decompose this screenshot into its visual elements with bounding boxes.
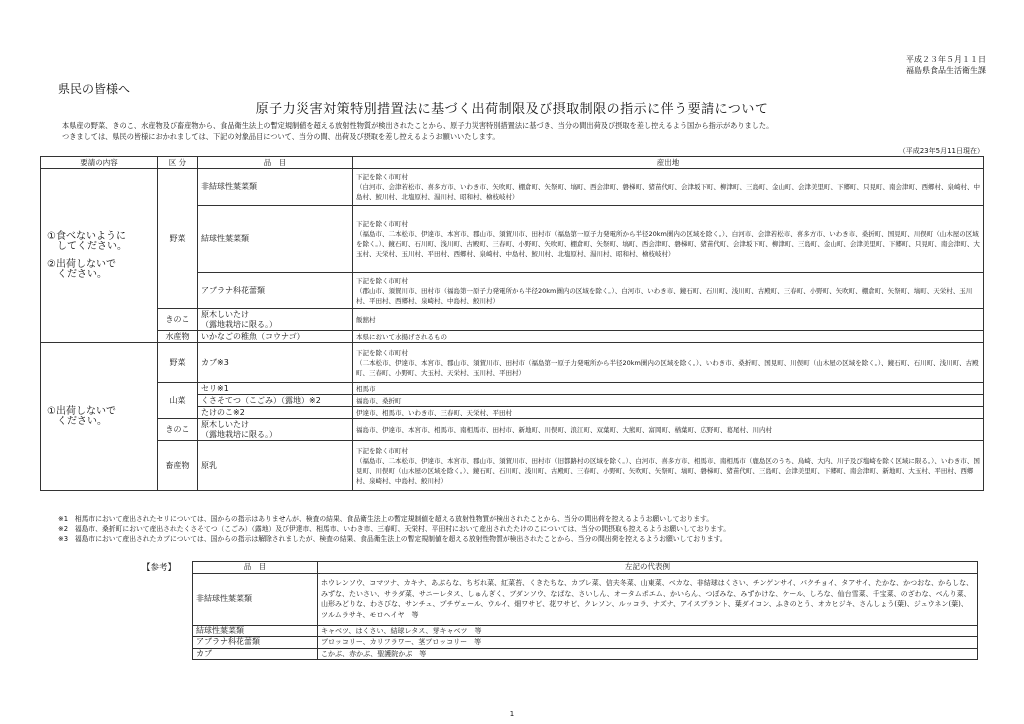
reference-header-examples: 左記の代表例 [318, 562, 978, 574]
area-cell: 下記を除く市町村 （二本松市、伊達市、本宮市、郡山市、須賀川市、田村市（福島第一原子力発電所から半径20km圏内の区域を除く。）、いわき市、桑折町、国見町、川俣町（山木屋の区域を除く。）、鏡石町、石川町、浅川町、古殿町、三春町、小野町、大玉村、天栄村、玉川村、平田村） [353, 343, 984, 383]
footnotes [58, 514, 988, 544]
table-row [41, 169, 984, 206]
reference-item: カブ [193, 648, 318, 660]
category-cell: きのこ [158, 309, 198, 331]
item-cell: セリ※1 [198, 383, 353, 395]
reference-examples: こかぶ、赤かぶ、聖護院かぶ 等 [318, 648, 978, 660]
area-cell: 福島市、桑折町 [353, 395, 984, 407]
header-area: 産出地 [353, 157, 984, 169]
item-cell: 結球性葉菜類 [198, 206, 353, 273]
item-cell: たけのこ※2 [198, 407, 353, 419]
intro-line: 本県産の野菜、きのこ、水産物及び畜産物から、食品衛生法上の暫定規制値を超える放射性物質が検出されたことから、原子力災害特別措置法に基づき、当分の間出荷及び摂取を差し控えるよう国から指示がありました。 [62, 121, 774, 130]
category-cell: 野菜 [158, 343, 198, 383]
area-cell: 伊達市、相馬市、いわき市、三春町、天栄村、平田村 [353, 407, 984, 419]
recipient: 県民の皆様へ [58, 82, 131, 96]
item-cell: くさそてつ（こごみ）（露地）※2 [198, 395, 353, 407]
area-cell: 福島市、伊達市、本宮市、相馬市、南相馬市、田村市、新地町、川俣町、浪江町、双葉町、大熊町、富岡町、楢葉町、広野町、葛尾村、川内村 [353, 419, 984, 441]
area-cell: 飯舘村 [353, 309, 984, 331]
footnote: ※1 相馬市において産出されたセリについては、国からの指示はありませんが、検査の結果、食品衛生法上の暫定規制値を超える放射性物質が検出されたことから、当分の間出荷を控えるようお願いしております。 [58, 515, 714, 523]
item-cell: 原乳 [198, 441, 353, 491]
reference-row [193, 648, 978, 660]
table-row [41, 383, 984, 395]
table-header-row [41, 157, 984, 169]
item-cell: 原木しいたけ （露地栽培に限る。） [198, 309, 353, 331]
area-cell: 相馬市 [353, 383, 984, 395]
table-row [41, 441, 984, 491]
reference-examples: ホウレンソウ、コマツナ、カキナ、あぶらな、ちぢれ菜、紅菜苔、くきたちな、カブレ菜、信夫冬菜、山東菜、ベカな、非結球はくさい、チンゲンサイ、パクチョイ、タアサイ、たかな、かつおな、からしな、みずな、たいさい、サラダ菜、サニーレタス、しゅんぎく、ブダンソウ、なばな、さいしん、オータムポエム、かいらん、つぼみな、みずかけな、ケール、しろな、仙台雪菜、千宝菜、のざわな、べんり菜、山形みどりな、わさびな、サンチュ、プチヴェール、ウルイ、畑ワサビ、花ワサビ、クレソン、ルッコラ、ナズナ、アイスプラント、葉ダイコン、ふきのとう、オカヒジキ、さんしょう(葉)、ジュウネン(葉)、ツルムラサキ、モロヘイヤ 等 [318, 573, 978, 625]
reference-examples: ブロッコリー、カリフラワー、茎ブロッコリー 等 [318, 637, 978, 649]
table-row [41, 331, 984, 343]
item-cell: 原木しいたけ （露地栽培に限る。） [198, 419, 353, 441]
reference-header-row [193, 562, 978, 574]
reference-header-item: 品 目 [193, 562, 318, 574]
reference-examples: キャベツ、はくさい、結球レタス、芽キャベツ 等 [318, 625, 978, 637]
reference-table [192, 561, 978, 660]
reference-row [193, 637, 978, 649]
table-row [41, 343, 984, 383]
issuer: 福島県食品生活衛生課 [906, 66, 986, 75]
item-cell: 非結球性葉菜類 [198, 169, 353, 206]
issue-date-block [906, 54, 986, 76]
header-category: 区 分 [158, 157, 198, 169]
request-cell-2: ①出荷しないで ください。 [41, 343, 158, 491]
category-cell: 野菜 [158, 169, 198, 309]
reference-item: 非結球性葉菜類 [193, 573, 318, 625]
category-cell: 山菜 [158, 383, 198, 419]
reference-label: 【参考】 [142, 563, 177, 573]
footnote: ※2 福島市、桑折町において産出されたくさそてつ（こごみ）（露地）及び伊達市、相馬市、いわき市、三春町、天栄村、平田村において産出されたたけのこについては、当分の間摂取も控えるようお願いしております。 [58, 525, 731, 533]
area-cell: 下記を除く市町村 （白河市、会津若松市、喜多方市、いわき市、矢吹町、棚倉町、矢祭町、塙町、西会津町、磐梯町、猪苗代町、会津坂下町、柳津町、三島町、金山町、会津美里町、下郷町、只見町、南会津町、西郷村、泉崎村、中島村、鮫川村、北塩原村、湯川村、昭和村、檜枝岐村） [353, 169, 984, 206]
category-cell: きのこ [158, 419, 198, 441]
table-row [41, 419, 984, 441]
area-cell: 下記を除く市町村 （郡山市、須賀川市、田村市（福島第一原子力発電所から半径20km圏内の区域を除く。）、白河市、いわき市、鏡石町、石川町、浅川町、古殿町、三春町、小野町、矢吹町、棚倉町、矢祭町、塙町、天栄村、玉川村、平田村、西郷村、泉崎村、中島村、鮫川村） [353, 273, 984, 309]
reference-row [193, 625, 978, 637]
request-cell-1: ①食べないように してください。 ②出荷しないで ください。 [41, 169, 158, 343]
document-title: 原子力災害対策特別措置法に基づく出荷制限及び摂取制限の指示に伴う要請について [255, 102, 769, 117]
restriction-table [40, 156, 984, 491]
category-cell: 畜産物 [158, 441, 198, 491]
footnote: ※3 福島市において産出されたカブについては、国からの指示は解除されましたが、検査の結果、食品衛生法上の暫定規制値を超える放射性物質が検出されたことから、当分の間出荷を控えるようお願いしております。 [58, 535, 727, 543]
table-row [41, 309, 984, 331]
header-request: 要請の内容 [41, 157, 158, 169]
intro-line: つきましては、県民の皆様におかれましては、下記の対象品目について、当分の間、出荷及び摂取を差し控えるようお願いいたします。 [62, 132, 500, 141]
reference-row [193, 573, 978, 625]
area-cell: 下記を除く市町村 （福島市、二本松市、伊達市、本宮市、郡山市、須賀川市、田村市（福島第一原子力発電所から半径20km圏内の区域を除く。）、白河市、会津若松市、喜多方市、いわき市、桑折町、国見町、川俣町（山木屋の区域を除く。）、鏡石町、石川町、浅川町、古殿町、三春町、小野町、矢吹町、棚倉町、矢祭町、塙町、西会津町、磐梯町、猪苗代町、会津坂下町、柳津町、三島町、金山町、会津美里町、下郷町、只見町、南会津町、大玉村、天栄村、玉川村、平田村、西郷村、泉崎村、中島村、鮫川村、北塩原村、湯川村、昭和村、檜枝岐村） [353, 206, 984, 273]
area-cell: 本県において水揚げされるもの [353, 331, 984, 343]
issue-date: 平成２３年５月１１日 [906, 55, 986, 64]
intro-text [62, 120, 982, 142]
item-cell: いかなごの稚魚（コウナゴ） [198, 331, 353, 343]
item-cell: アブラナ科花蕾類 [198, 273, 353, 309]
page-number: 1 [509, 710, 515, 718]
as-of-date: （平成23年5月11日現在） [898, 147, 984, 155]
reference-item: 結球性葉菜類 [193, 625, 318, 637]
reference-item: アブラナ科花蕾類 [193, 637, 318, 649]
header-item: 品 目 [198, 157, 353, 169]
item-cell: カブ※3 [198, 343, 353, 383]
area-cell: 下記を除く市町村 （福島市、二本松市、伊達市、本宮市、郡山市、須賀川市、田村市（旧都路村の区域を除く。）、白河市、喜多方市、相馬市、南相馬市（鹿島区のうち、烏崎、大内、川子及び塩崎を除く区域に限る。）、いわき市、国見町、川俣町（山木屋の区域を除く。）、鏡石町、石川町、浅川町、古殿町、三春町、小野町、矢吹町、矢祭町、塙町、磐梯町、猪苗代町、三島町、会津美里町、下郷町、南会津町、新地町、大玉村、平田村、西郷村、泉崎村、中島村、鮫川村） [353, 441, 984, 491]
category-cell: 水産物 [158, 331, 198, 343]
